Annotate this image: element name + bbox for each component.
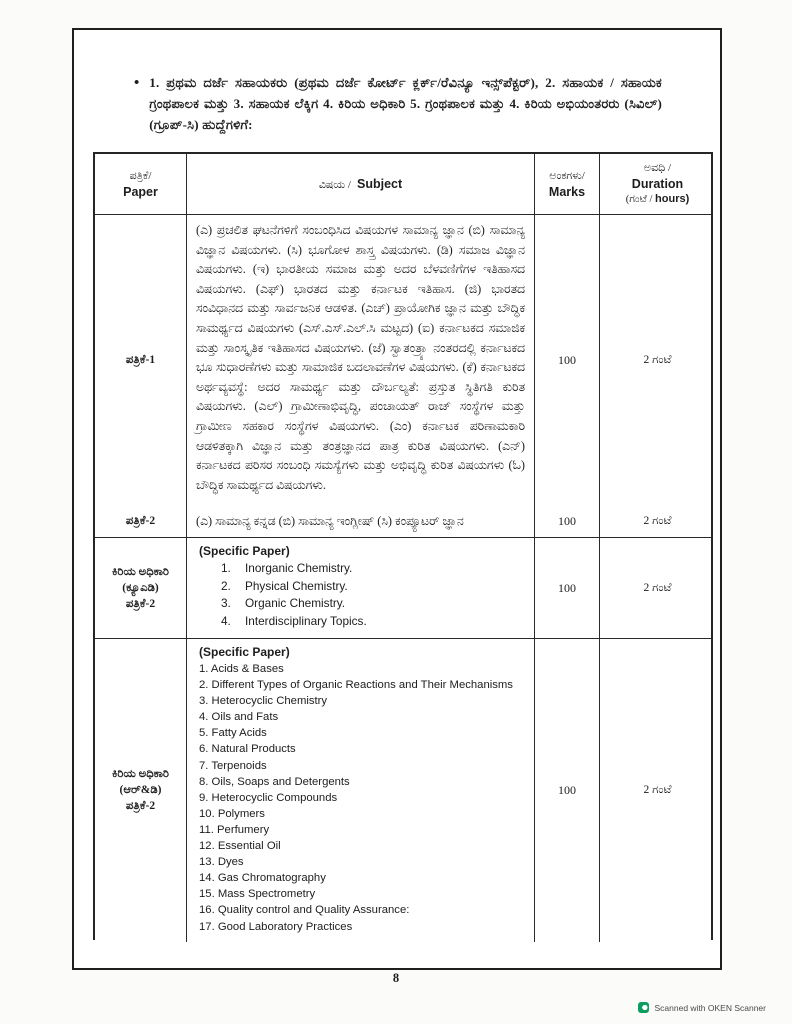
list-item — [221, 578, 528, 596]
list-item-number: 1. — [221, 561, 231, 575]
row-junior-officer-rd — [95, 639, 711, 942]
list-item-number: 3. — [221, 596, 231, 610]
rd-label-line-3: ಪತ್ರಿಕೆ-2 — [125, 800, 156, 812]
list-item — [221, 560, 528, 578]
row-junior-officer-qad — [95, 538, 711, 639]
duration-cell — [600, 215, 715, 537]
list-item-number: 4. — [221, 613, 231, 628]
list-item: 16. Quality control and Quality Assurance: — [199, 904, 410, 917]
scanner-badge — [638, 1002, 766, 1013]
header-subject — [187, 154, 535, 214]
list-item-text: Interdisciplinary Topics. — [245, 613, 367, 628]
qad-label-cell — [95, 538, 187, 638]
list-item: 4. Oils and Fats — [199, 711, 279, 724]
rd-duration: 2 ಗಂಟೆ — [643, 784, 672, 796]
list-item: 1. Acids & Bases — [199, 663, 284, 675]
bullet-marker: • — [134, 75, 140, 91]
list-item — [221, 595, 528, 613]
list-item: 6. Natural Products — [199, 743, 296, 756]
paper-1-subject-text: (ಎ) ಪ್ರಚಲಿತ ಘಟನೆಗಳಿಗೆ ಸಂಬಂಧಿಸಿದ ವಿಷಯಗಳ ಸಾಮಾನ್ಯ ಜ್ಞಾನ (ಬಿ) ಸಾಮಾನ್ಯ ವಿಜ್ಞಾನ ವಿಷಯಗಳು. (ಸಿ) ಭೂಗೋಳ ಶಾಸ್ತ್ರ ವಿಷಯಗಳು. (ಡಿ) ಸಮಾಜ ವಿಜ್ಞಾನ ವಿಷಯಗಳು. (ಇ) ಭಾರತೀಯ ಸಮಾಜ ಮತ್ತು ಅದರ ಬೆಳವಣಿಗೆಗಳ ಇತಿಹಾಸದ ವಿಷಯಗಳು. (ಎಫ್) ಭಾರತದ ಮತ್ತು ಕರ್ನಾಟಕ ಇತಿಹಾಸ. (ಜಿ) ಭಾರತದ ಸಂವಿಧಾನದ ಮತ್ತು ಸಾರ್ವಜನಿಕ ಆಡಳಿತ. (ಎಚ್) ಪ್ರಾಯೋಗಿಕ ಜ್ಞಾನ ಮತ್ತು ಬೌದ್ಧಿಕ ಸಾಮರ್ಥ್ಯದ ವಿಷಯಗಳು (ಎಸ್.ಎಸ್.ಎಲ್.ಸಿ ಮಟ್ಟದ) (ಐ) ಕರ್ನಾಟಕದ ಸಮಾಜಿಕ ಮತ್ತು ಸಾಂಸ್ಕೃತಿಕ ಇತಿಹಾಸದ ವಿಷಯಗಳು. (ಜೆ) ಸ್ವಾತಂತ್ರ್ಯಾ ನಂತರದಲ್ಲಿ ಕರ್ನಾಟಕದ ಭೂ ಸುಧಾರಣೆಗಳು ಮತ್ತು ಸಾಮಾಜಿಕ ಬದಲಾವಣೆಗಳ ವಿಷಯಗಳು. (ಕೆ) ಕರ್ನಾಟಕದ ಅರ್ಥವ್ಯವಸ್ಥೆ: ಅದರ ಸಾಮರ್ಥ್ಯ ಮತ್ತು ದೌರ್ಬಲ್ಯತೆ: ಪ್ರಸ್ತುತ ಸ್ಥಿತಿಗತಿ ಕುರಿತ ವಿಷಯಗಳು. (ಎಲ್) ಗ್ರಾಮೀಣಾಭಿವೃದ್ಧಿ, ಪಂಚಾಯತ್ ರಾಜ್ ಸಂಸ್ಥೆಗಳ ಮತ್ತು ಗ್ರಾಮೀಣ ಸಹಕಾರ ಸಂಸ್ಥೆಗಳ ವಿಷಯಗಳು. (ಎಂ) ಕರ್ನಾಟಕ ಪರಿಣಾಮಕಾರಿ ಆಡಳಿತಕ್ಕಾಗಿ ವಿಜ್ಞಾನ ಮತ್ತು ತಂತ್ರಜ್ಞಾನದ ಪಾತ್ರ ಕುರಿತ ವಿಷಯಗಳು. (ಎನ್) ಕರ್ನಾಟಕದ ಪರಿಸರ ಸಂಬಂಧಿ ಸಮಸ್ಯೆಗಳು ಮತ್ತು ಅಭಿವೃದ್ಧಿ ಕುರಿತ ವಿಷಯಗಳು (ಓ) ಬೌದ್ಧಿಕ ಸಾಮರ್ಥ್ಯದ ವಿಷಯಗಳು. — [196, 223, 525, 492]
header-paper-en: Paper — [123, 184, 158, 199]
qad-label-line-3: ಪತ್ರಿಕೆ-2 — [125, 597, 156, 610]
header-marks — [535, 154, 600, 214]
list-item: 17. Good Laboratory Practices — [199, 920, 353, 933]
header-paper — [95, 154, 187, 214]
rd-marks-cell — [535, 639, 600, 942]
list-item: 14. Gas Chromatography — [199, 872, 326, 885]
specific-paper-heading: (Specific Paper) — [199, 544, 290, 558]
paper-label-cell — [95, 215, 187, 537]
header-marks-kn: ಅಂಕಗಳು/ — [549, 169, 585, 182]
list-item-text: Organic Chemistry. — [245, 596, 346, 610]
rd-marks: 100 — [558, 783, 576, 797]
header-duration-unit-kn: (ಗಂಟೆ / — [625, 194, 653, 205]
paper-1-marks: 100 — [558, 352, 576, 367]
page-number: 8 — [392, 971, 400, 985]
rd-subject-cell — [187, 639, 535, 942]
list-item-text: Physical Chemistry. — [245, 578, 348, 593]
list-item: 8. Oils, Soaps and Detergents — [199, 775, 350, 788]
list-item: 2. Different Types of Organic Reactions and Their Mechanisms — [199, 679, 513, 692]
list-item: 13. Dyes — [199, 856, 244, 869]
paper-1-duration: 2 ಗಂಟೆ — [643, 353, 672, 366]
header-duration-kn: ಅವಧಿ / — [643, 162, 672, 174]
list-item: 15. Mass Spectrometry — [199, 888, 316, 901]
rd-label-line-2: (ಆರ್&ಡಿ) — [119, 784, 162, 796]
marks-cell — [535, 215, 600, 537]
paper-2-label: ಪತ್ರಿಕೆ-2 — [125, 514, 156, 527]
oken-scanner-icon — [638, 1002, 649, 1013]
intro-note — [134, 72, 662, 135]
paper-2-marks: 100 — [558, 513, 576, 528]
intro-text: 1. ಪ್ರಥಮ ದರ್ಜೆ ಸಹಾಯಕರು (ಪ್ರಥಮ ದರ್ಜೆ ಕೋರ್ಟ್ ಕ್ಲರ್ಕ್/ರೆವಿನ್ಯೂ ಇನ್ಸ್‌ಪೆಕ್ಟರ್), 2. ಸಹಾಯಕ / ಸಹಾಯಕ ಗ್ರಂಥಪಾಲಕ ಮತ್ತು 3. ಸಹಾಯಕ ಲೆಕ್ಕಿಗ 4. ಕಿರಿಯ ಅಧಿಕಾರಿ 5. ಗ್ರಂಥಪಾಲಕ ಮತ್ತು 4. ಕಿರಿಯ ಅಭಿಯಂತರರು (ಸಿವಿಲ್) (ಗ್ರೂಪ್-ಸಿ) ಹುದ್ದೆಗಳಿಗೆ: — [149, 75, 662, 132]
list-item-number: 2. — [221, 578, 231, 593]
list-item: 5. Fatty Acids — [199, 727, 267, 740]
document-page — [72, 28, 722, 970]
qad-label-line-1: ಕಿರಿಯ ಅಧಿಕಾರಿ — [112, 565, 169, 578]
qad-duration-cell — [600, 538, 715, 638]
row-paper-1-2 — [95, 215, 711, 538]
qad-subject-cell — [187, 538, 535, 638]
list-item — [221, 613, 528, 631]
header-duration-unit — [626, 193, 690, 206]
list-item: 9. Heterocyclic Compounds — [199, 791, 338, 804]
rd-label-cell — [95, 639, 187, 942]
paper-2-subject-text: (ಎ) ಸಾಮಾನ್ಯ ಕನ್ನಡ (ಬಿ) ಸಾಮಾನ್ಯ ಇಂಗ್ಲೀಷ್ (ಸಿ) ಕಂಪ್ಯೂಟರ್ ಜ್ಞಾನ — [196, 513, 464, 528]
header-subject-kn: ವಿಷಯ / — [318, 178, 351, 191]
list-item: 7. Terpenoids — [199, 759, 267, 772]
list-item: 11. Perfumery — [199, 823, 270, 836]
header-paper-kn: ಪತ್ರಿಕೆ/ — [129, 169, 152, 182]
qad-marks-cell — [535, 538, 600, 638]
header-duration-en: Duration — [631, 177, 684, 191]
rd-duration-cell — [600, 639, 715, 942]
rd-subject-list — [199, 661, 528, 935]
header-subject-en: Subject — [357, 176, 403, 191]
table-header-row — [95, 154, 711, 215]
list-item: 10. Polymers — [199, 807, 265, 820]
list-item: 3. Heterocyclic Chemistry — [199, 695, 328, 708]
paper-1-label: ಪತ್ರಿಕೆ-1 — [125, 353, 156, 366]
list-item: 12. Essential Oil — [199, 840, 281, 853]
specific-paper-heading: (Specific Paper) — [199, 645, 290, 659]
header-duration-unit-en: hours) — [655, 193, 690, 205]
scanner-note-text: Scanned with OKEN Scanner — [654, 1002, 766, 1013]
qad-label-line-2: (ಕ್ಯೂಎಡಿ) — [122, 581, 159, 594]
header-duration — [600, 154, 715, 214]
paper-2-duration: 2 ಗಂಟೆ — [643, 514, 672, 527]
header-marks-en: Marks — [548, 184, 586, 199]
list-item-text: Inorganic Chemistry. — [245, 561, 353, 575]
qad-subject-list — [221, 560, 528, 630]
exam-syllabus-table — [93, 152, 713, 940]
qad-marks: 100 — [558, 580, 576, 595]
rd-label-line-1: ಕಿರಿಯ ಅಧಿಕಾರಿ — [112, 768, 169, 780]
qad-duration: 2 ಗಂಟೆ — [643, 581, 672, 594]
subject-cell — [187, 215, 535, 537]
